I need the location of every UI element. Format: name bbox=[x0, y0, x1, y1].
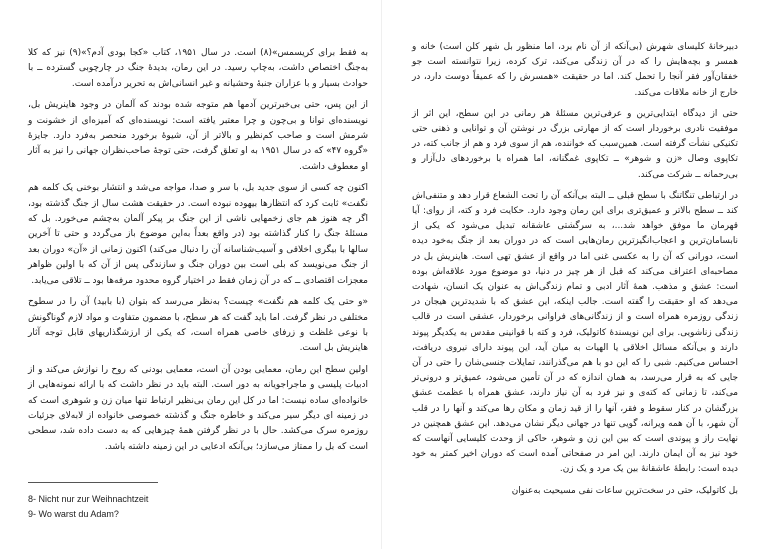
footnote-8: 8- Nicht nur zur Weihnachtzeit bbox=[28, 494, 149, 504]
right-paragraph-4: بل کاتولیک، حتی در سخت‌ترین ساعات نفی مسیحیت به‌عنوان bbox=[511, 485, 738, 496]
footnotes bbox=[28, 482, 368, 522]
footnote-rule bbox=[28, 482, 158, 483]
right-paragraph-2: حتی از دیدگاه ابتدایی‌ترین و عرفی‌ترین مسئلهٔ هر رمانی در این سطح، این اثر از موفقیت نادری برخوردار است که از مهارتی بزرگ در نوشتن آن و توانایی و ذهنی حتی تکنیکی نشأت گرفته است. همین‌سبب که خواننده، هم از سوی فرد و هم از جانب کته، در تکاپوی وصال «زن و شوهر» ــ تکاپوی غمگنانه، اما همراه با برخوردهای دل‌آزار و بی‌رحمانه ــ شرکت می‌کند. bbox=[412, 108, 738, 180]
left-paragraph-3: اکنون چه کسی از سوی جدید بل، با سر و صدا، مواجه می‌شد و انتشار بوخنی یک کلمه هم نگفت» ثابت کرد که انتظارها بیهوده نبوده است. در حقیقت هشت سال از جنگ گذشته بود، اگر چه هنوز هم جای زخمهایی ناشی از این جنگ بر پیکر آلمان به‌چشم می‌خورد. بل که مسئلهٔ جنگ را کنار گذاشته بود (در واقع بعداً به‌این موضوع باز می‌گردد و حتی تا آخرین سالها با بیگری اخلاقی و آسیب‌شناسانه آن را دنبال می‌کند) اکنون زمانی از «آن» دوران بعد از جنگ می‌نویسد که بلی است بین دوران جنگ و سازندگی پس از آن که با اولین ظواهر معجزات اقتصادی ــ که در آن زمان فقط در اختیار گروه محدود مرفه‌ها بود ــ تلاقی می‌یابد. bbox=[28, 183, 368, 286]
footnote-9: 9- Wo warst du Adam? bbox=[28, 509, 119, 519]
right-paragraph-3: در ارتباطی تنگاتنگ با سطح قبلی ــ البته بی‌آنکه آن را تحت الشعاع قرار دهد و متنفی‌اش کند ــ سطح بالاتر و عمیق‌تری برای این رمان وجود دارد. حکایت فرد و کته، از روای: آیا قهرمان ما موفق خواهد شد...، به سرگشتی عاشقانه تبدیل می‌شود که یکی از نابسامان‌ترین و اعجاب‌انگیزترین رمان‌هایی است که در دوران بعد از جنگ به‌خود دیده است، دورانی که آن را به عکسی غنی اما در واقع از عشق تهی است. هاینریش بل در مصاحبه‌ای اعتراف می‌کند که قبل از هر چیز در دنیا، دو موضوع مورد علاقه‌اش بوده است: عشق و مذهب. همهٔ آثار ادبی و تمام زندگی‌اش به عنوان یک انسان، شهادت می‌دهد که او حقیقت را گفته است. جالب اینکه، این عشق که با شدیدترین هیجان در زندگی روزمره همراه است و از زندگانی‌های فراوانی برخوردار، عشقی است در قالب زندگی زناشویی. برای این نویسندهٔ کاتولیک، فرد و کته با قوانینی مقدس به یکدیگر پیوند دارند و بی‌آنکه مسائل اخلاقی یا الهیات به میان آید، این پیوند دارای نیروی دریافت، احساس می‌کنیم. شبی را که این دو با هم می‌گذرانند، تمایلات جنسی‌شان را حتی در آن جایی که به قرار می‌رسد، به همان اندازه که در آن تأمین می‌شود، عمیق‌تر و درونی‌تر می‌کند، تا زمانی که کته‌ی و نیز فرد به آن نیاز دارند، عشق همراه با عظمت عشق بزرگشان در کنار سقوط و فقر، آنها را از قید زمان و مکان رها می‌کند و آنها را در قلب آن شهر، با آن همه ویرانه، گویی تنها در جهانی دیگر نشان می‌دهد. این عشق همچنین در نهایت راز و پیوندی است که بین این زن و شوهر، حاکی از وحدت کلیسایی آنهاست که خود نیز به آن ایمان دارند. این امر در صفحاتی آمده است که دوران اخیر کمتر به خود دیده است: رابطهٔ عاشقانهٔ بین یک مرد و یک زن. bbox=[412, 190, 738, 475]
left-paragraph-5: اولین سطح این رمان، معمایی بودن آن است، معمایی بودنی که روح را نوازش می‌کند و از ادبیات پلیسی و ماجراجویانه به دور است. البته باید در نظر داشت که با ارائه نمونه‌هایی از خانواده‌ای ساده نیست: اما در کل این رمان بی‌نظیر ارتباط تنها میان زن و شوهری است که در زمینه ای دیگر سیر می‌کند و خاطره جنگ و گذشته خصوصی خانواده از لابه‌لای جزئیات روزمره سرک می‌کشد. حال با در نظر گرفتن همهٔ چیزهایی که به دست داده شد، سطحی است که بل را ممتاز می‌سازد؛ بی‌آنکه ادعایی در این زمینه داشته باشد. bbox=[28, 364, 368, 452]
left-paragraph-4: «و حتی یک کلمه هم نگفت» چیست؟ به‌نظر می‌رسد که بتوان (با بابید) آن را در سطوح مختلفی در نظر گرفت. اما باید گفت که هر سطح، با مضمون متفاوت و مواد لازم گوناگونش با نوعی غلظت و زرفای خاصی همراه است، که یکی از ارزشگذاریهای قابل توجه آثار هاینریش بل است. bbox=[28, 297, 368, 354]
right-paragraph-1: دبیرخانهٔ کلیسای شهرش (بی‌آنکه از آن نام برد، اما منظور بل شهر کلن است) خانه و همسر و بچه‌هایش را که در آن زندگی می‌کند، ترک کرده، زیرا نتوانسته است جو خفقان‌آور فقر آنجا را تحمل کند. اما در حقیقت «همسرش را که عمیقاً دوست دارد، در خارج از خانه ملاقات می‌کند. bbox=[412, 42, 738, 98]
right-page bbox=[382, 0, 764, 549]
left-paragraph-1: به فقط برای کریسمس»(۸) است. در سال ۱۹۵۱، کتاب «کجا بودی آدم؟»(۹) نیز که کلا به‌جنگ اختصاص داشت، به‌چاپ رسید. در این رمان، بدیدهٔ جنگ در چارچوبی گسترده ــ با حوادث بسیار و با عزاران جنبهٔ وحشیانه و غیر انسانی‌اش به تحریر درآمده است. bbox=[28, 48, 368, 89]
left-paragraph-2: از این پس، حتی بی‌خبرترین آدمها هم متوجه شده بودند که آلمان در وجود هاینریش بل، نویسنده‌ای توانا و بی‌چون و چرا معتبر یافته است: نویسنده‌ای که آمیزه‌ای از خشونت و شرمش است و صاحب کم‌نظیر و بالاتر از آن، شیوهٔ برخورد منحصر به‌فرد دارد. جایزهٔ «گروه ۴۷» که در سال ۱۹۵۱ به او تعلق گرفت، حتی توجهٔ صاحب‌نظران جهانی را نیز به آثار او معطوف داشت. bbox=[28, 100, 368, 172]
